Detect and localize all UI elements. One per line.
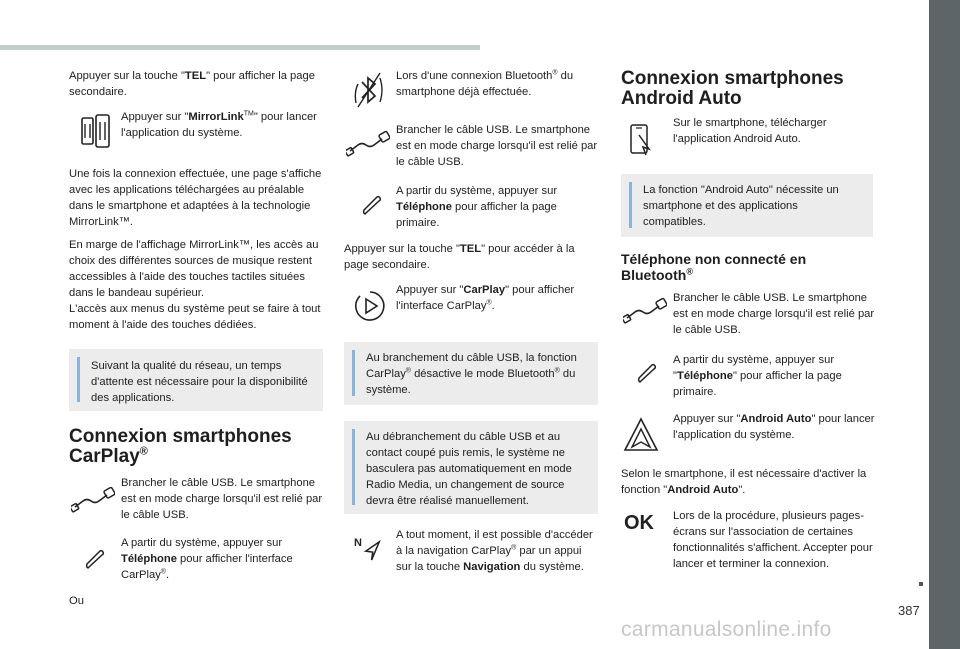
telephone-step	[69, 537, 325, 583]
bluetooth-step	[344, 68, 600, 112]
top-progress-bar	[0, 45, 480, 50]
mirrorlink-text: Appuyer sur "MirrorLink™" pour lancer l'application du système.	[121, 110, 317, 139]
telephone-step	[621, 354, 875, 400]
usb-text: Brancher le câble USB. Le smartphone est en mode charge lorsqu'il est relié par le câble USB.	[121, 477, 323, 521]
download-text: Sur le smartphone, télécharger l'application Android Auto.	[673, 117, 827, 145]
svg-text:N: N	[354, 537, 362, 549]
tel-instruction: Appuyer sur la touche "TEL" pour afficher la page secondaire.	[69, 70, 315, 98]
connection-paragraph: Une fois la connexion effectuée, une page s'affiche avec les applications téléchargées au préalable dans le smartphone et adaptées à la technologie MirrorLink™.	[69, 168, 322, 228]
info-icon	[77, 357, 80, 402]
ok-text: Lors de la procédure, plusieurs pages-écrans sur l'association de certaines fonctionnalités s'affichent. Accepter pour lancer et terminer la connexion.	[673, 510, 873, 570]
info-icon	[352, 429, 355, 505]
usb-cable-icon	[344, 125, 396, 163]
activate-paragraph: Selon le smartphone, il est nécessaire d'activer la fonction "Android Auto".	[621, 468, 867, 496]
ok-icon	[621, 508, 673, 538]
navigation-icon	[344, 527, 396, 573]
usb-text: Brancher le câble USB. Le smartphone est en mode charge lorsqu'il est relié par le câble USB.	[396, 124, 598, 168]
usb-step	[69, 477, 325, 523]
bluetooth-icon	[344, 68, 396, 112]
usb-disconnect-note	[344, 421, 598, 514]
android-auto-heading: Connexion smartphones Android Auto	[621, 68, 844, 109]
carplay-heading: Connexion smartphones CarPlay®	[69, 426, 292, 467]
android-compat-note-text: La fonction "Android Auto" nécessite un smartphone et des applications compatibles.	[643, 184, 839, 228]
android-auto-icon	[621, 413, 673, 457]
music-sources-paragraph: En marge de l'affichage MirrorLink™, les accès au choix des différentes sources de musique restent accessibles à l'aide des touches tactiles situées dans le bandeau supérieur.	[69, 239, 319, 299]
phone-handset-icon	[344, 186, 396, 224]
tel-access-paragraph: Appuyer sur la touche "TEL" pour accéder à la page secondaire.	[344, 243, 575, 271]
phone-not-connected-heading: Téléphone non connecté en Bluetooth®	[621, 251, 807, 283]
ok-step	[621, 508, 875, 572]
download-step	[621, 117, 875, 160]
info-icon	[352, 350, 355, 396]
info-icon	[629, 182, 632, 228]
navigation-text: A tout moment, il est possible d'accéder à la navigation CarPlay® par un appui sur la touche Navigation du système.	[396, 529, 593, 573]
network-note-text: Suivant la qualité du réseau, un temps d'attente est nécessaire pour la disponibilité des applications.	[91, 360, 308, 404]
carplay-step	[344, 284, 600, 328]
page-side-tab	[929, 0, 960, 649]
telephone-text: A partir du système, appuyer sur Téléphone pour afficher l'interface CarPlay®.	[121, 537, 293, 581]
telephone-text: A partir du système, appuyer sur Téléphone pour afficher la page primaire.	[396, 185, 558, 229]
watermark: carmanualsonline.info	[621, 618, 832, 641]
mirrorlink-icon	[69, 113, 121, 149]
page-number: 387	[898, 603, 920, 618]
usb-connect-note	[344, 342, 598, 405]
carplay-play-icon	[344, 284, 396, 328]
android-auto-text: Appuyer sur "Android Auto" pour lancer l'application du système.	[673, 413, 875, 441]
usb-cable-icon	[69, 481, 121, 519]
usb-step	[344, 125, 600, 170]
network-note	[69, 349, 323, 411]
bluetooth-text: Lors d'une connexion Bluetooth® du smartphone déjà effectuée.	[396, 69, 574, 98]
android-compat-note	[621, 174, 873, 237]
telephone-step	[344, 186, 600, 231]
usb-cable-icon	[621, 292, 673, 330]
carplay-text: Appuyer sur "CarPlay" pour afficher l'interface CarPlay®.	[396, 284, 575, 312]
column-2	[344, 66, 600, 575]
usb-text: Brancher le câble USB. Le smartphone est en mode charge lorsqu'il est relié par le câble USB.	[673, 292, 875, 336]
navigation-step	[344, 527, 600, 575]
android-auto-step	[621, 413, 875, 457]
ok-icon-label: OK	[624, 511, 654, 534]
continuation-marker	[919, 582, 923, 586]
phone-handset-icon	[621, 354, 673, 392]
mirrorlink-step	[69, 110, 325, 149]
usb-connect-note-text: Au branchement du câble USB, la fonction CarPlay® désactive le mode Bluetooth® du système.	[366, 352, 577, 396]
usb-step	[621, 292, 875, 338]
smartphone-download-icon	[621, 120, 673, 160]
usb-disconnect-note-text: Au débranchement du câble USB et au contact coupé puis remis, le système ne basculera pas automatiquement en mode Radio Media, un changement de source devra être réalisé manuellement.	[366, 431, 572, 507]
menus-access-paragraph: L'accès aux menus du système peut se faire à tout moment à l'aide des touches dédiées.	[69, 303, 321, 331]
column-1	[69, 66, 325, 609]
telephone-text: A partir du système, appuyer sur "Téléphone" pour afficher la page primaire.	[673, 354, 842, 398]
or-text: Ou	[69, 595, 84, 607]
phone-handset-icon	[69, 540, 121, 578]
column-3	[621, 66, 875, 572]
